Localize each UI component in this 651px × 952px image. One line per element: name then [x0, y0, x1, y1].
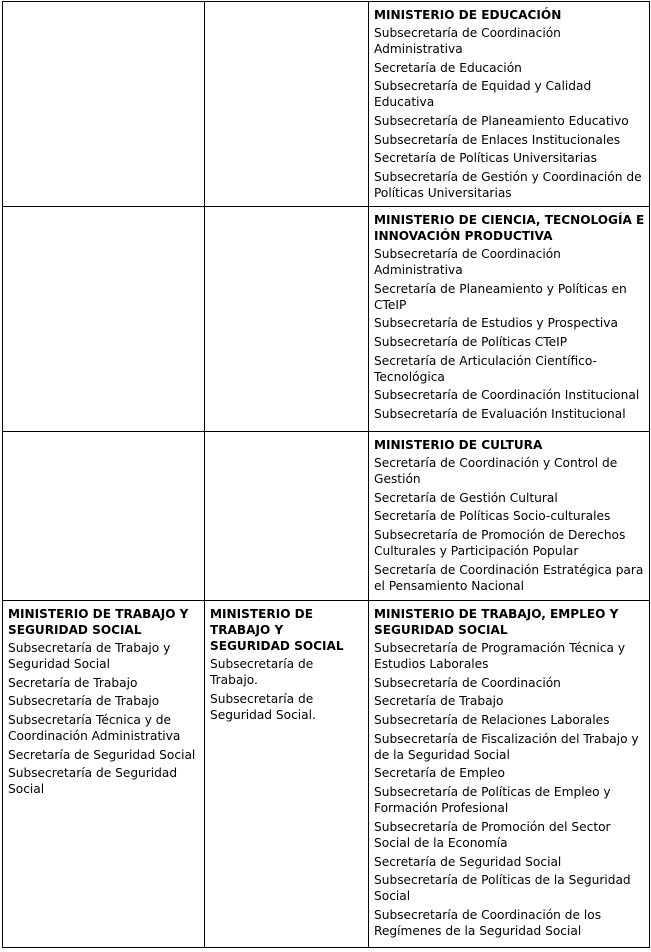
cell-ministry [205, 601, 369, 948]
list-item: Subsecretaría de Coordinación Administrativa [374, 247, 561, 277]
ministry-title: MINISTERIO DE CULTURA [374, 438, 543, 452]
list-item: Subsecretaría de Planeamiento Educativo [374, 114, 629, 129]
cell-ministry [3, 601, 205, 948]
cell-ministry [369, 2, 650, 207]
cell-empty [205, 2, 369, 207]
cell-empty [3, 2, 205, 207]
ministry-title: MINISTERIO DE EDUCACIÓN [374, 8, 562, 22]
list-item: Subsecretaría de Trabajo [8, 694, 160, 709]
list-item: Subsecretaría de Seguridad Social [8, 766, 178, 797]
list-item: Subsecretaría de Coordinación Administrativa [374, 26, 561, 56]
list-item: Secretaría de Trabajo [374, 694, 504, 709]
list-item: Subsecretaría de Seguridad Social. [210, 691, 316, 722]
cell-ministry [369, 207, 650, 432]
cell-empty [3, 207, 205, 432]
ministry-table [2, 1, 650, 948]
cell-empty [205, 207, 369, 432]
list-item: Subsecretaría de Trabajo. [210, 657, 314, 687]
list-item: Subsecretaría de Enlaces Institucionales [374, 132, 621, 147]
list-item: Subsecretaría de Gestión y Coordinación de Políticas Universitarias [374, 170, 642, 201]
list-item: Subsecretaría de Coordinación de los Regímenes de la Seguridad Social [374, 907, 602, 938]
list-item: Secretaría de Políticas Socio-culturales [374, 509, 611, 524]
cell-ministry [369, 432, 650, 601]
cell-empty [205, 432, 369, 601]
list-item: Subsecretaría de Equidad y Calidad Educativa [374, 79, 592, 110]
list-item: Subsecretaría de Programación Técnica y Estudios Laborales [374, 641, 626, 671]
ministry-title: MINISTERIO DE TRABAJO Y SEGURIDAD SOCIAL [210, 607, 344, 653]
ministry-title: MINISTERIO DE TRABAJO, EMPLEO Y SEGURIDAD SOCIAL [374, 607, 619, 637]
ministry-title: MINISTERIO DE TRABAJO Y SEGURIDAD SOCIAL [8, 607, 189, 637]
list-item: Subsecretaría de Relaciones Laborales [374, 713, 610, 728]
list-item: Subsecretaría de Políticas de Empleo y Formación Profesional [374, 785, 611, 816]
list-item: Secretaría de Planeamiento y Políticas en CTeIP [374, 281, 627, 312]
list-item: Secretaría de Articulación Científico-Tecnológica [374, 353, 597, 384]
table-row [3, 432, 650, 601]
list-item: Secretaría de Políticas Universitarias [374, 151, 597, 166]
list-item: Secretaría de Coordinación Estratégica para el Pensamiento Nacional [374, 562, 644, 593]
list-item: Subsecretaría de Trabajo y Seguridad Social [8, 641, 171, 671]
list-item: Secretaría de Seguridad Social [8, 747, 196, 762]
list-item: Secretaría de Trabajo [8, 675, 138, 690]
ministry-title: MINISTERIO DE CIENCIA, TECNOLOGÍA E INNOVACIÓN PRODUCTIVA [374, 213, 645, 243]
list-item: Subsecretaría de Políticas de la Seguridad Social [374, 873, 631, 904]
list-item: Subsecretaría de Coordinación [374, 675, 561, 690]
list-item: Subsecretaría de Fiscalización del Trabajo y de la Seguridad Social [374, 731, 639, 762]
list-item: Secretaría de Empleo [374, 766, 505, 781]
list-item: Subsecretaría de Promoción del Sector Social de la Economía [374, 819, 611, 850]
list-item: Subsecretaría de Coordinación Institucional [374, 388, 640, 403]
list-item: Subsecretaría Técnica y de Coordinación Administrativa [8, 713, 181, 744]
table-row [3, 2, 650, 207]
table-row [3, 601, 650, 948]
list-item: Secretaría de Coordinación y Control de Gestión [374, 456, 618, 486]
cell-empty [3, 432, 205, 601]
table-row [3, 207, 650, 432]
list-item: Subsecretaría de Estudios y Prospectiva [374, 316, 618, 331]
list-item: Secretaría de Seguridad Social [374, 854, 562, 869]
list-item: Subsecretaría de Políticas CTeIP [374, 335, 568, 350]
list-item: Secretaría de Gestión Cultural [374, 490, 558, 505]
list-item: Secretaría de Educación [374, 60, 522, 75]
list-item: Subsecretaría de Promoción de Derechos Culturales y Participación Popular [374, 528, 626, 559]
list-item: Subsecretaría de Evaluación Institucional [374, 407, 626, 422]
cell-ministry [369, 601, 650, 948]
